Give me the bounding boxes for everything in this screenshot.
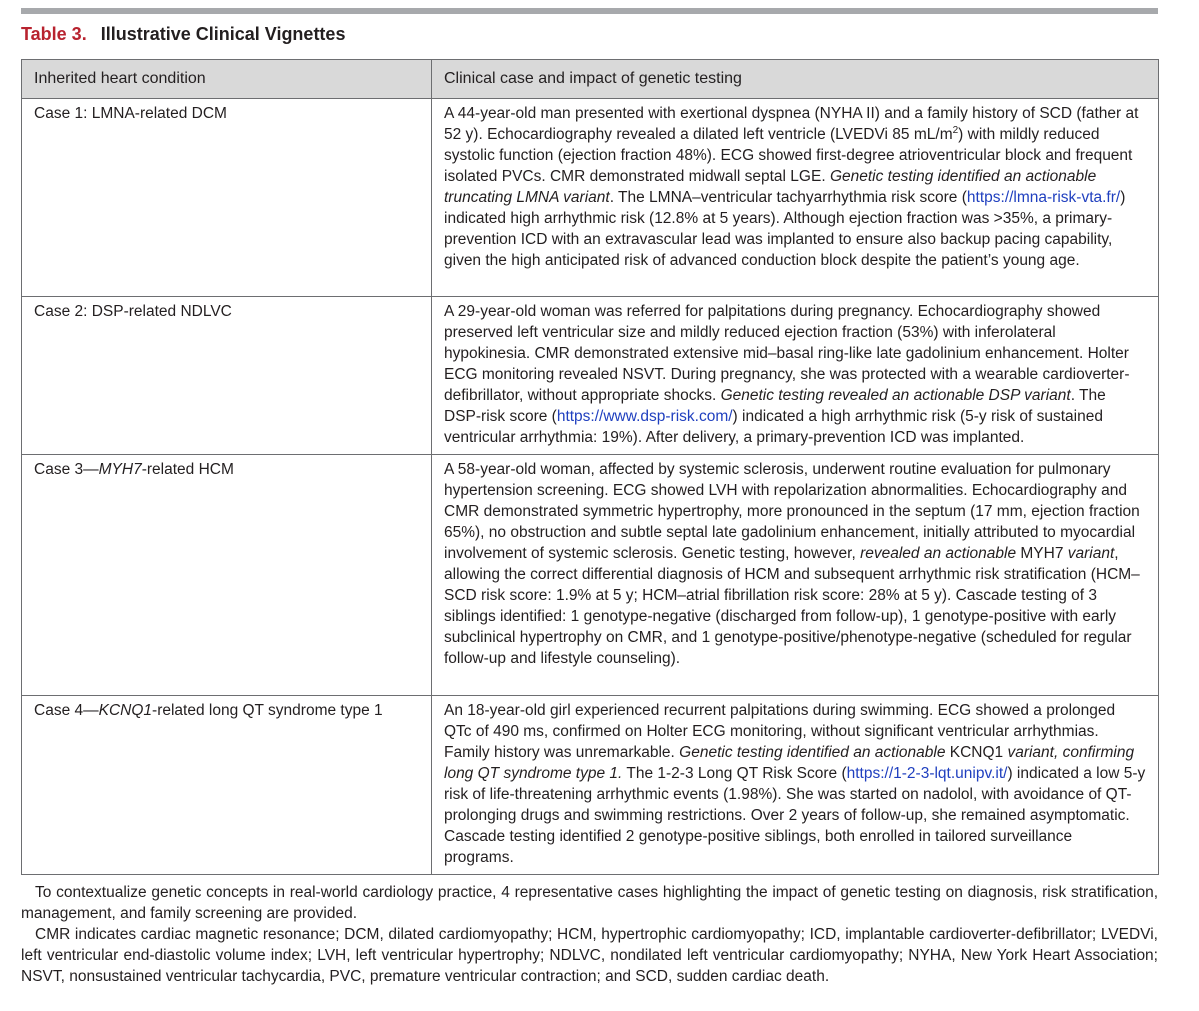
gene-name: MYH7 — [98, 461, 142, 478]
case-cell — [432, 455, 1159, 696]
table-number: Table 3. — [21, 24, 87, 44]
footnote-intro: To contextualize genetic concepts in real-world cardiology practice, 4 representative cases highlighting the impact of genetic testing on diagnosis, risk stratification, management, and family screening are provided. — [21, 884, 1158, 922]
case-text: A 58-year-old woman, affected by systemic sclerosis, underwent routine evaluation for pulmonary hypertension screening. ECG showed LVH with repolarization abnormalities. Echocardiography and CMR demonstrated symmetric hypertrophy, more pronounced in the septum (17 mm, ejection fraction 65%), no obstruction and subtle septal late gadolinium enhancement, initially attributed to myocardial involvement of systemic sclerosis. Genetic testing, however, — [444, 461, 1140, 562]
table-caption — [21, 24, 345, 45]
case-italic: variant, confirming long QT syndrome type 1. — [444, 744, 1135, 782]
case-cell — [432, 297, 1159, 455]
condition-cell — [22, 696, 432, 875]
condition-text: Case 3— — [34, 461, 99, 478]
superscript: 2 — [952, 124, 959, 136]
condition-text: Case 4— — [34, 702, 99, 719]
case-text: ) indicated high arrhythmic risk (12.8% at 5 years). Although ejection fraction was >35%, a primary-prevention ICD with an extravascular lead was implanted to ensure also backup pacing capability, given the high anticipated risk of advanced conduction block despite the patient’s young age. — [444, 189, 1126, 269]
table-header-row — [22, 60, 1159, 99]
header-case: Clinical case and impact of genetic testing — [432, 60, 1159, 99]
case-italic: variant — [1067, 545, 1115, 562]
case-text: ) indicated a low 5-y risk of life-threatening arrhythmic events (1.98%). She was started on nadolol, with avoidance of QT-prolonging drugs and swimming restrictions. Over 2 years of follow-up, she remained asymptomatic. Cascade testing identified 2 genotype-positive siblings, both enrolled in tailored surveillance programs. — [444, 765, 1146, 866]
table-row — [22, 455, 1159, 696]
table-title: Illustrative Clinical Vignettes — [100, 24, 346, 44]
condition-cell — [22, 455, 432, 696]
case-text: MYH7 — [1016, 545, 1068, 562]
case-cell — [432, 99, 1159, 297]
case-text: A 29-year-old woman was referred for palpitations during pregnancy. Echocardiography showed preserved left ventricular size and mildly reduced ejection fraction (53%) with inferolateral hypokinesia. CMR demonstrated extensive mid–basal ring-like late gadolinium enhancement. Holter ECG monitoring revealed NSVT. During pregnancy, she was protected with a wearable cardioverter-defibrillator, without appropriate shocks. — [444, 303, 1130, 404]
case-italic: Genetic testing identified an actionable truncating LMNA variant — [444, 168, 1097, 206]
condition-text: -related long QT syndrome type 1 — [152, 702, 383, 719]
case-text: The 1-2-3 Long QT Risk Score ( — [622, 765, 847, 782]
gene-name: KCNQ1 — [98, 702, 153, 719]
header-condition: Inherited heart condition — [22, 60, 432, 99]
case-italic: Genetic testing revealed an actionable DSP variant — [720, 387, 1071, 404]
case-text: A 44-year-old man presented with exertional dyspnea (NYHA II) and a family history of SCD (father at 52 y). Echocardiography revealed a dilated left ventricle (LVEDVi 85 mL/m — [444, 105, 1139, 143]
risk-score-link[interactable]: https://1-2-3-lqt.unipv.it/ — [846, 765, 1008, 782]
condition-text: Case 2: DSP-related NDLVC — [34, 303, 232, 320]
table-row — [22, 99, 1159, 297]
case-cell — [432, 696, 1159, 875]
table-footnotes — [21, 882, 1158, 987]
case-text: . The LMNA–ventricular tachyarrhythmia risk score ( — [609, 189, 967, 206]
case-text: ) indicated a high arrhythmic risk (5-y risk of sustained ventricular arrhythmia: 19%). After delivery, a primary-prevention ICD was implanted. — [444, 408, 1103, 446]
table-row — [22, 696, 1159, 875]
condition-text: Case 1: LMNA-related DCM — [34, 105, 227, 122]
footnote-abbreviations: CMR indicates cardiac magnetic resonance; DCM, dilated cardiomyopathy; HCM, hypertrophic cardiomyopathy; ICD, implantable cardioverter-defibrillator; LVEDVi, left ventricular end-diastolic volume index; LVH, left ventricular hypertrophy; NDLVC, nondilated left ventricular cardiomyopathy; NYHA, New York Heart Association; NSVT, nonsustained ventricular tachycardia, PVC, premature ventricular contraction; and SCD, sudden cardiac death. — [21, 926, 1158, 985]
top-rule — [21, 8, 1158, 14]
condition-cell — [22, 297, 432, 455]
vignettes-table — [21, 59, 1159, 875]
case-italic: revealed an actionable — [860, 545, 1017, 562]
case-italic: Genetic testing identified an actionable — [679, 744, 946, 761]
condition-cell — [22, 99, 432, 297]
case-text: ) with mildly reduced systolic function (ejection fraction 48%). ECG showed first-degree atrioventricular block and frequent isolated PVCs. CMR demonstrated midwall septal LGE. — [444, 126, 1133, 185]
risk-score-link[interactable]: https://lmna-risk-vta.fr/ — [966, 189, 1121, 206]
risk-score-link[interactable]: https://www.dsp-risk.com/ — [556, 408, 733, 425]
case-text: , allowing the correct differential diagnosis of HCM and subsequent arrhythmic risk stratification (HCM–SCD risk score: 1.9% at 5 y; HCM–atrial fibrillation risk score: 28% at 5 y). Cascade testing of 3 siblings identified: 1 genotype-negative (discharged from follow-up), 1 genotype-positive with early subclinical hypertrophy on CMR, and 1 genotype-positive/phenotype-negative (scheduled for regular follow-up and lifestyle counseling). — [444, 545, 1140, 667]
case-text: KCNQ1 — [945, 744, 1008, 761]
table-row — [22, 297, 1159, 455]
case-text: An 18-year-old girl experienced recurrent palpitations during swimming. ECG showed a prolonged QTc of 490 ms, confirmed on Holter ECG monitoring, without significant ventricular arrhythmias. Family history was unremarkable. — [444, 702, 1116, 761]
condition-text: -related HCM — [141, 461, 234, 478]
case-text: . The DSP-risk score ( — [444, 387, 1106, 425]
